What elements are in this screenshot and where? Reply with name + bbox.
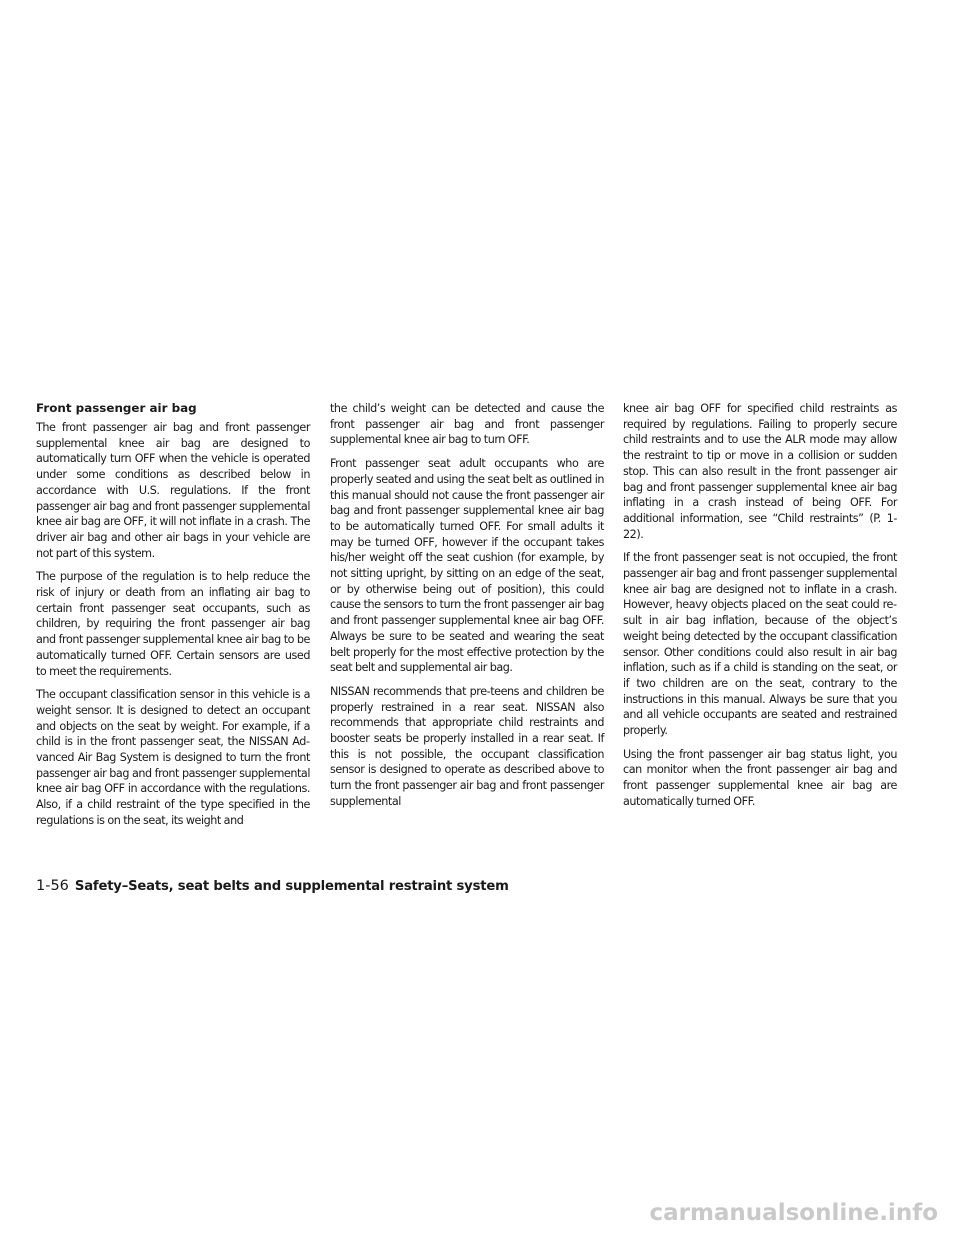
- column-2: [330, 398, 604, 818]
- paragraph: NISSAN recommends that pre-teens and children be properly restrained in a rear seat. NISSAN also recommends that appropriate child restraints and booster seats be properly installed in a rear seat. If this is not possible, the occupant classification sensor is designed to operate as described above to turn the front passenger air bag and front passenger supplemental: [330, 684, 604, 808]
- paragraph: Front passenger seat adult occupants who are properly seated and using the seat belt as outlined in this manual should not cause the front passenger air bag and front passenger supplemental knee air bag to be automatically turned OFF. For small adults it may be turned OFF, however if the occupant takes his/her weight off the seat cushion (for example, by not sitting upright, by sitting on an edge of the seat, or by otherwise being out of position), this could cause the sensors to turn the front passenger air bag and front passenger supplemental knee air bag OFF. Always be sure to be seated and wearing the seat belt properly for the most effective protection by the seat belt and supplemental air bag.: [330, 457, 604, 675]
- column-3: [623, 398, 897, 818]
- watermark: carmanualsonline.info: [649, 1200, 938, 1226]
- paragraph: The occupant classification sensor in this vehicle is a weight sensor. It is designed to detect an occupant and objects on the seat by weight. For example, if a child is in the front passenger seat, the NISSAN Advanced Air Bag System is designed to turn the front passenger air bag and front passenger supplemental knee air bag OFF in accordance with the regulations. Also, if a child restraint of the type specified in the regulations is on the seat, its weight and: [36, 688, 310, 827]
- paragraph: The front passenger air bag and front passenger supplemental knee air bag are designed to automatically turn OFF when the vehicle is operated under some conditions as described below in accordance with U.S. regulations. If the front passenger air bag and front passenger supplemental knee air bag are OFF, it will not inflate in a crash. The driver air bag and other air bags in your vehicle are not part of this system.: [36, 421, 310, 560]
- paragraph: The purpose of the regulation is to help reduce the risk of injury or death from an inflating air bag to certain front passenger seat occupants, such as children, by requiring the front passenger air bag and front passenger supplemental knee air bag to be automatically turned OFF. Certain sensors are used to meet the requirements.: [36, 570, 310, 678]
- paragraph: knee air bag OFF for specified child restraints as required by regulations. Failing to properly secure child restraints and to use the ALR mode may allow the restraint to tip or move in a collision or sudden stop. This can also result in the front passenger air bag and front passenger supplemental knee air bag inflating in a crash instead of being OFF. For additional information, see “Child restraints” (P. 1-22).: [623, 402, 897, 541]
- paragraph: Using the front passenger air bag status light, you can monitor when the front passenger air bag and front passenger supplemental knee air bag are automatically turned OFF.: [623, 747, 897, 808]
- paragraph: the child’s weight can be detected and cause the front passenger air bag and front passenger supplemental knee air bag to turn OFF.: [330, 402, 604, 447]
- footer-section-name: Safety–Seats, seat belts and supplemental restraint system: [74, 879, 509, 894]
- section-title: Front passenger air bag: [36, 401, 197, 415]
- page-footer: [36, 874, 509, 898]
- paragraph: If the front passenger seat is not occupied, the front passenger air bag and front passenger supplemental knee air bag are designed not to inflate in a crash. However, heavy objects placed on the seat could result in air bag inflation, because of the object’s weight being detected by the occupant classification sensor. Other conditions could also result in air bag inflation, such as if a child is standing on the seat, or if two children are on the seat, contrary to the instructions in this manual. Always be sure that you and all vehicle occupants are seated and restrained properly.: [623, 551, 897, 738]
- column-1: [36, 398, 310, 837]
- page-number: 1-56: [36, 878, 69, 894]
